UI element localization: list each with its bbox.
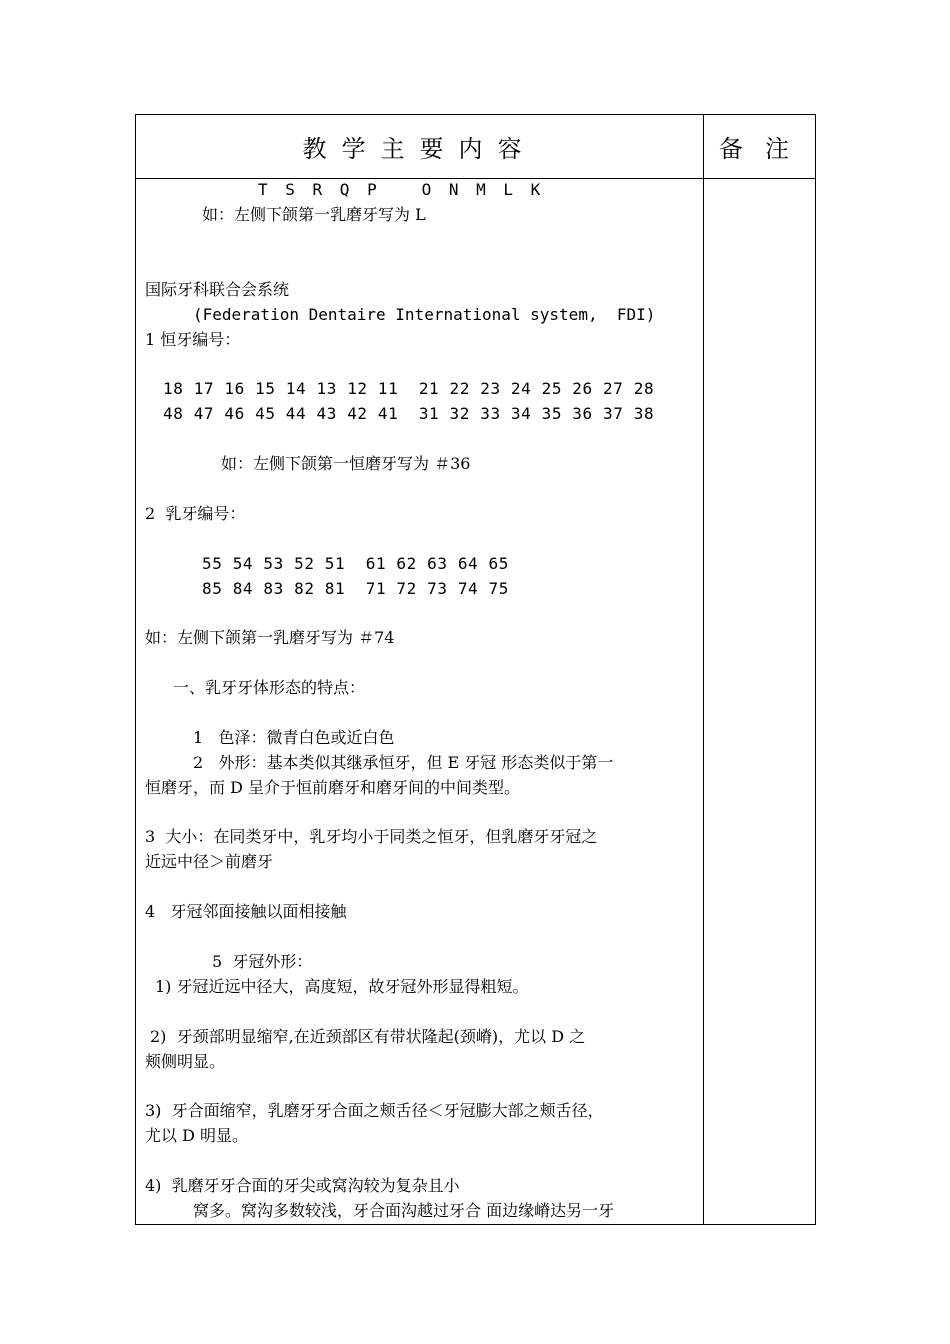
text-line: (Federation Dentaire International system, FDI): [193, 305, 656, 324]
text-line: 如：左侧下颌第一恒磨牙写为 ＃36: [221, 454, 471, 473]
text-line: 一、乳牙牙体形态的特点：: [173, 678, 366, 697]
text-line: 3) 牙合面缩窄，乳磨牙牙合面之颊舌径＜牙冠膨大部之颊舌径，: [145, 1101, 604, 1120]
text-line: 55 54 53 52 51 61 62 63 64 65: [202, 554, 509, 573]
text-line: 1) 牙冠近远中径大，高度短，故牙冠外形显得粗短。: [155, 977, 529, 996]
text-line: 近远中径＞前磨牙: [145, 852, 274, 871]
text-line: 85 84 83 82 81 71 72 73 74 75: [202, 579, 509, 598]
text-line: 恒磨牙，而 D 呈介于恒前磨牙和磨牙间的中间类型。: [145, 778, 521, 797]
text-line: 如：左侧下颌第一乳磨牙写为 L: [202, 205, 426, 224]
text-line: 2 乳牙编号：: [145, 504, 246, 523]
text-line: 窝多。窝沟多数较浅，牙合面沟越过牙合 面边缘嵴达另一牙: [193, 1201, 615, 1220]
text-line: 5 牙冠外形：: [212, 952, 313, 971]
column-divider: [703, 115, 704, 1224]
text-line: 2 外形：基本类似其继承恒牙，但 E 牙冠 形态类似于第一: [193, 753, 614, 772]
text-line: 1 恒牙编号：: [145, 330, 241, 349]
text-line: 1 色泽：微青白色或近白色: [193, 728, 395, 747]
text-line: 48 47 46 45 44 43 42 41 31 32 33 34 35 36 37 38: [163, 404, 655, 423]
header-divider: [136, 178, 815, 179]
text-line: 尤以 D 明显。: [145, 1126, 249, 1145]
header-notes: 备注: [719, 135, 811, 163]
text-line: 2) 牙颈部明显缩窄,在近颈部区有带状隆起(颈嵴)，尤以 D 之: [150, 1027, 586, 1046]
text-line: T S R Q P O N M L K: [258, 180, 545, 199]
text-line: 颊侧明显。: [145, 1052, 226, 1071]
text-line: 如：左侧下颌第一乳磨牙写为 ＃74: [145, 628, 395, 647]
text-line: 4 牙冠邻面接触以面相接触: [145, 902, 347, 921]
text-line: 3 大小：在同类牙中，乳牙均小于同类之恒牙，但乳磨牙牙冠之: [145, 827, 598, 846]
header-main-content: 教学主要内容: [302, 135, 537, 163]
text-line: 4) 乳磨牙牙合面的牙尖或窝沟较为复杂且小: [145, 1176, 460, 1195]
text-line: 国际牙科联合会系统: [145, 280, 290, 299]
text-line: 18 17 16 15 14 13 12 11 21 22 23 24 25 26 27 28: [163, 379, 655, 398]
